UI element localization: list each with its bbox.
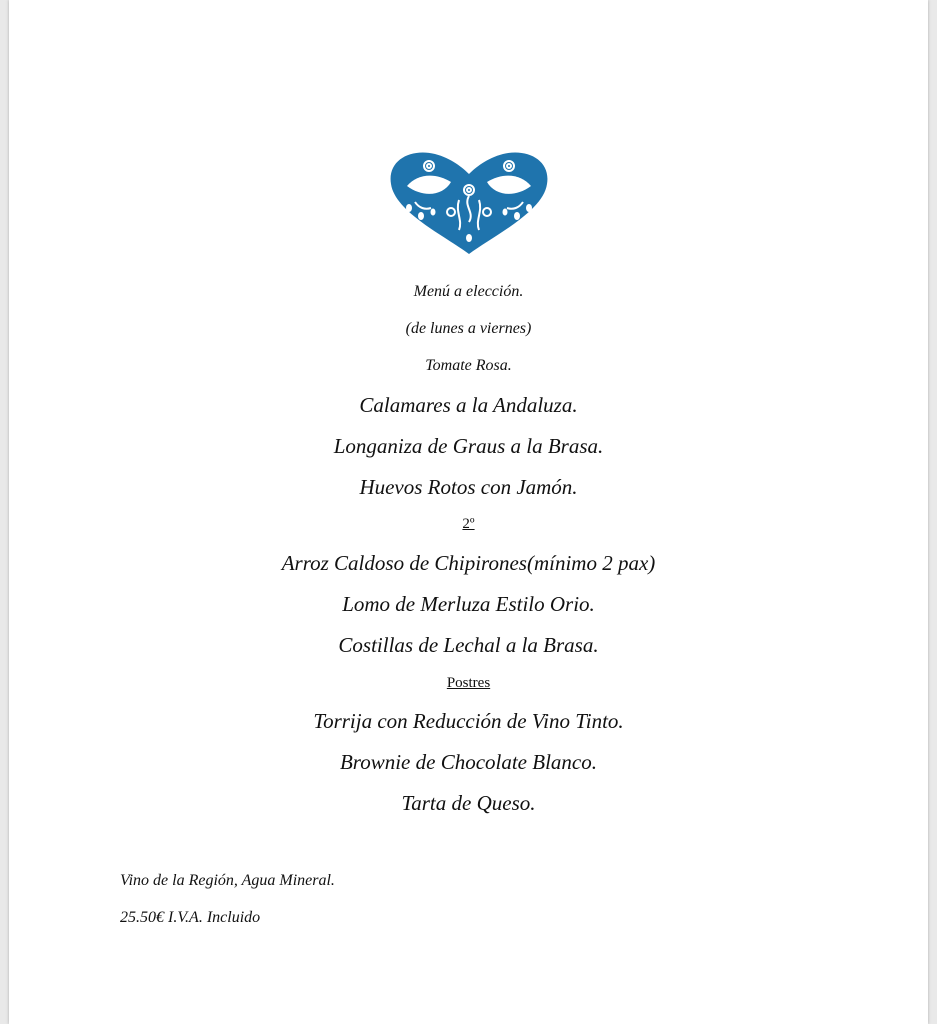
menu-days: (de lunes a viernes) xyxy=(405,320,532,337)
second-course-item: Arroz Caldoso de Chipirones(mínimo 2 pax) xyxy=(281,551,656,575)
first-course-item: Longaniza de Graus a la Brasa. xyxy=(333,434,604,458)
second-course-heading: 2º xyxy=(462,516,475,532)
heart-mask-logo-icon xyxy=(385,150,553,256)
first-course-item: Tomate Rosa. xyxy=(425,357,512,374)
menu-title: Menú a elección. xyxy=(413,283,524,300)
drinks-note: Vino de la Región, Agua Mineral. xyxy=(120,872,335,889)
price-note: 25.50€ I.V.A. Incluido xyxy=(120,909,261,926)
second-course-item: Lomo de Merluza Estilo Orio. xyxy=(342,592,595,616)
first-course-item: Huevos Rotos con Jamón. xyxy=(359,475,578,499)
second-course-item: Costillas de Lechal a la Brasa. xyxy=(338,633,599,657)
dessert-item: Tarta de Queso. xyxy=(401,791,536,815)
menu-page xyxy=(9,0,928,1024)
first-course-item: Calamares a la Andaluza. xyxy=(359,393,578,417)
dessert-item: Brownie de Chocolate Blanco. xyxy=(339,750,597,774)
desserts-heading: Postres xyxy=(446,675,491,691)
dessert-item: Torrija con Reducción de Vino Tinto. xyxy=(313,709,624,733)
